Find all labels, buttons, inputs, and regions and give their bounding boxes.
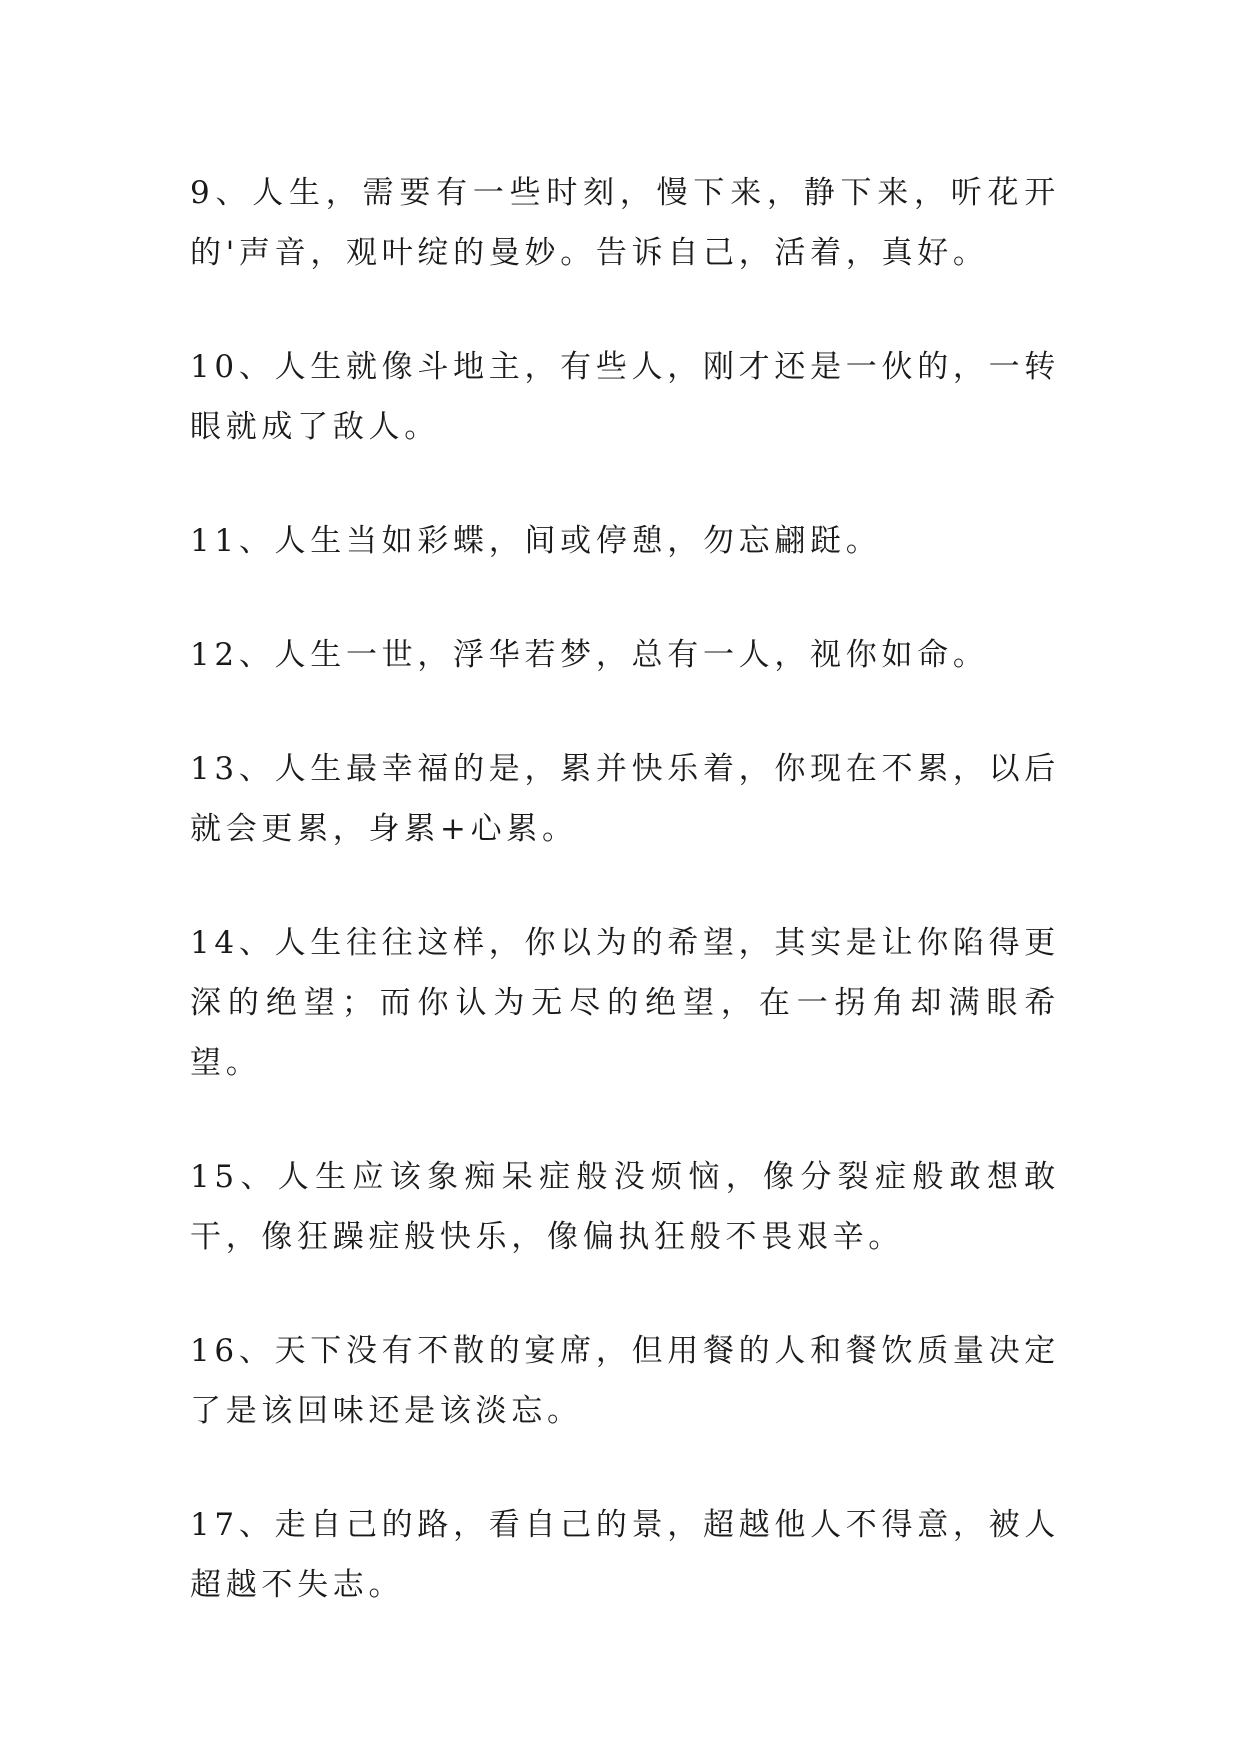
- paragraph-text: 人生，需要有一些时刻，慢下来，静下来，听花开的'声音，观叶绽的曼妙。告诉自己，活着，真好。: [190, 175, 1061, 271]
- paragraph-9: [190, 163, 1060, 283]
- paragraph-12: [190, 625, 1060, 685]
- paragraph-number: 10、: [190, 349, 275, 385]
- paragraph-text: 人生往往这样，你以为的希望，其实是让你陷得更深的绝望；而你认为无尽的绝望，在一拐角却满眼希望。: [190, 925, 1061, 1081]
- paragraph-16: [190, 1321, 1060, 1441]
- paragraph-text: 人生就像斗地主，有些人，刚才还是一伙的，一转眼就成了敌人。: [190, 349, 1061, 445]
- paragraph-number: 11、: [190, 523, 275, 559]
- paragraph-number: 16、: [190, 1333, 275, 1369]
- document-body: [190, 163, 1060, 1669]
- paragraph-number: 12、: [190, 637, 275, 673]
- paragraph-text: 人生最幸福的是，累并快乐着，你现在不累，以后就会更累，身累+心累。: [190, 751, 1061, 847]
- paragraph-15: [190, 1147, 1060, 1267]
- paragraph-number: 14、: [190, 925, 275, 961]
- paragraph-10: [190, 337, 1060, 457]
- paragraph-number: 17、: [190, 1507, 275, 1543]
- paragraph-text: 天下没有不散的宴席，但用餐的人和餐饮质量决定了是该回味还是该淡忘。: [190, 1333, 1061, 1429]
- paragraph-17: [190, 1495, 1060, 1615]
- paragraph-11: [190, 511, 1060, 571]
- paragraph-text: 人生当如彩蝶，间或停憩，勿忘翩跹。: [274, 523, 882, 559]
- paragraph-text: 人生应该象痴呆症般没烦恼，像分裂症般敢想敢干，像狂躁症般快乐，像偏执狂般不畏艰辛。: [190, 1159, 1060, 1255]
- paragraph-13: [190, 739, 1060, 859]
- paragraph-14: [190, 913, 1060, 1093]
- paragraph-number: 13、: [190, 751, 275, 787]
- paragraph-text: 走自己的路，看自己的景，超越他人不得意，被人超越不失志。: [190, 1507, 1061, 1603]
- paragraph-text: 人生一世，浮华若梦，总有一人，视你如命。: [274, 637, 989, 673]
- paragraph-number: 15、: [190, 1159, 278, 1195]
- paragraph-number: 9、: [190, 175, 253, 211]
